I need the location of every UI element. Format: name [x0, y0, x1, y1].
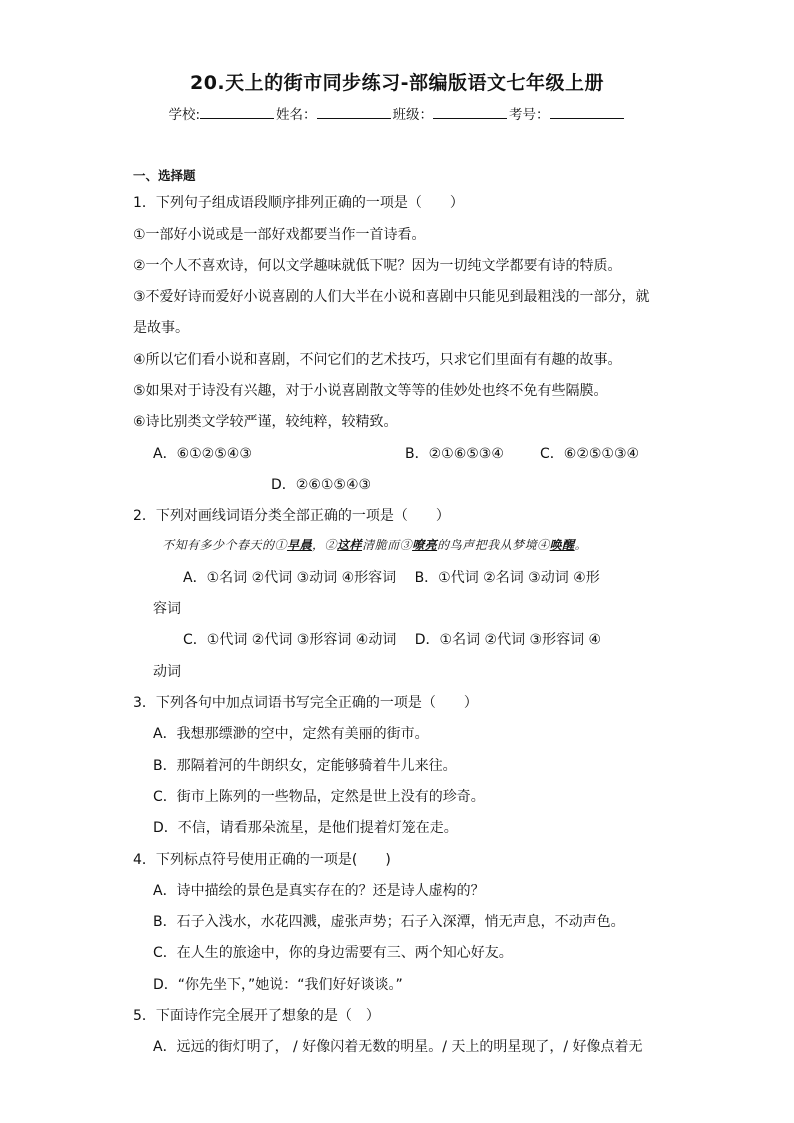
name-label: 姓名： [276, 107, 317, 123]
q1-sentence-3: ③不爱好诗而爱好小说喜剧的人们大半在小说和喜剧中只能见到最粗浅的一部分，就 [133, 289, 650, 305]
q2-options-cd-cont: 动词 [153, 664, 181, 680]
q3-option-d[interactable]: D．不信，请看那朵流星，是他们提着灯笼在走。 [153, 820, 458, 836]
q3-option-a[interactable]: A．我想那缥渺的空中，定然有美丽的街市。 [153, 726, 429, 742]
document-title: 20.天上的街市同步练习-部编版语文七年级上册 [189, 72, 605, 94]
q3-option-c[interactable]: C．街市上陈列的一些物品，定然是世上没有的珍奇。 [153, 789, 485, 805]
q2-underlined-word-4: 唤醒 [549, 538, 575, 552]
q2-options-ab-cont: 容词 [153, 601, 181, 617]
q4-option-c[interactable]: C．在人生的旅途中，你的身边需要有三、两个知心好友。 [153, 945, 513, 961]
q1-sentence-1: ①一部好小说或是一部好戏都要当作一首诗看。 [133, 227, 426, 243]
q2-underlined-word-3: 嘹亮 [412, 538, 438, 552]
q3-option-b[interactable]: B．那隔着河的牛朗织女，定能够骑着牛儿来往。 [153, 758, 457, 774]
q2-options-cd[interactable]: C．①代词 ②代词 ③形容词 ④动词 D．①名词 ②代词 ③形容词 ④ [183, 632, 602, 648]
q1-sentence-3-cont: 是故事。 [133, 320, 189, 336]
q1-sentence-5: ⑤如果对于诗没有兴趣，对于小说喜剧散文等等的佳妙处也终不免有些隔膜。 [133, 383, 608, 399]
q4-stem: 4．下列标点符号使用正确的一项是( ) [133, 852, 391, 868]
q2-underlined-word-2: 这样 [337, 538, 363, 552]
exam-number-label: 考号： [509, 107, 550, 123]
q4-option-a[interactable]: A．诗中描绘的景色是真实存在的？还是诗人虚构的？ [153, 883, 485, 899]
q2-example-sentence: 不知有多少个春天的①早晨，②这样清脆而③嘹亮的鸟声把我从梦境④唤醒。 [162, 538, 588, 552]
q1-option-c[interactable]: C．⑥②⑤①③④ [540, 446, 640, 462]
school-blank[interactable] [200, 104, 274, 119]
q4-option-d[interactable]: D．“你先坐下，”她说：“我们好好谈谈。” [153, 977, 403, 993]
q1-option-b[interactable]: B．②①⑥⑤③④ [405, 446, 504, 462]
exam-number-blank[interactable] [550, 104, 624, 119]
q1-stem: 1．下列句子组成语段顺序排列正确的一项是（ ） [133, 195, 464, 211]
q1-option-d[interactable]: D．②⑥①⑤④③ [271, 477, 372, 493]
q2-underlined-word-1: 早晨 [287, 538, 313, 552]
school-label: 学校: [168, 107, 201, 123]
q1-sentence-2: ②一个人不喜欢诗，何以文学趣味就低下呢？因为一切纯文学都要有诗的特质。 [133, 258, 622, 274]
q2-stem: 2．下列对画线词语分类全部正确的一项是（ ） [133, 508, 450, 524]
q1-sentence-6: ⑥诗比别类文学较严谨，较纯粹，较精致。 [133, 414, 398, 430]
q5-option-a[interactable]: A．远远的街灯明了， / 好像闪着无数的明星。/ 天上的明星现了，/ 好像点着无 [153, 1039, 643, 1055]
q3-stem: 3．下列各句中加点词语书写完全正确的一项是（ ） [133, 695, 478, 711]
q1-option-a[interactable]: A．⑥①②⑤④③ [153, 446, 252, 462]
class-blank[interactable] [433, 104, 507, 119]
q4-option-b[interactable]: B．石子入浅水，水花四溅，虚张声势；石子入深潭，悄无声息，不动声色。 [153, 914, 625, 930]
q5-stem: 5．下面诗作完全展开了想象的是（ ） [133, 1008, 380, 1024]
section-heading-choice: 一、选择题 [133, 168, 196, 183]
student-info-line [0, 103, 794, 123]
name-blank[interactable] [317, 104, 391, 119]
q1-sentence-4: ④所以它们看小说和喜剧，不问它们的艺术技巧，只求它们里面有有趣的故事。 [133, 352, 622, 368]
class-label: 班级： [392, 107, 434, 123]
q2-options-ab[interactable]: A．①名词 ②代词 ③动词 ④形容词 B．①代词 ②名词 ③动词 ④形 [183, 570, 600, 586]
